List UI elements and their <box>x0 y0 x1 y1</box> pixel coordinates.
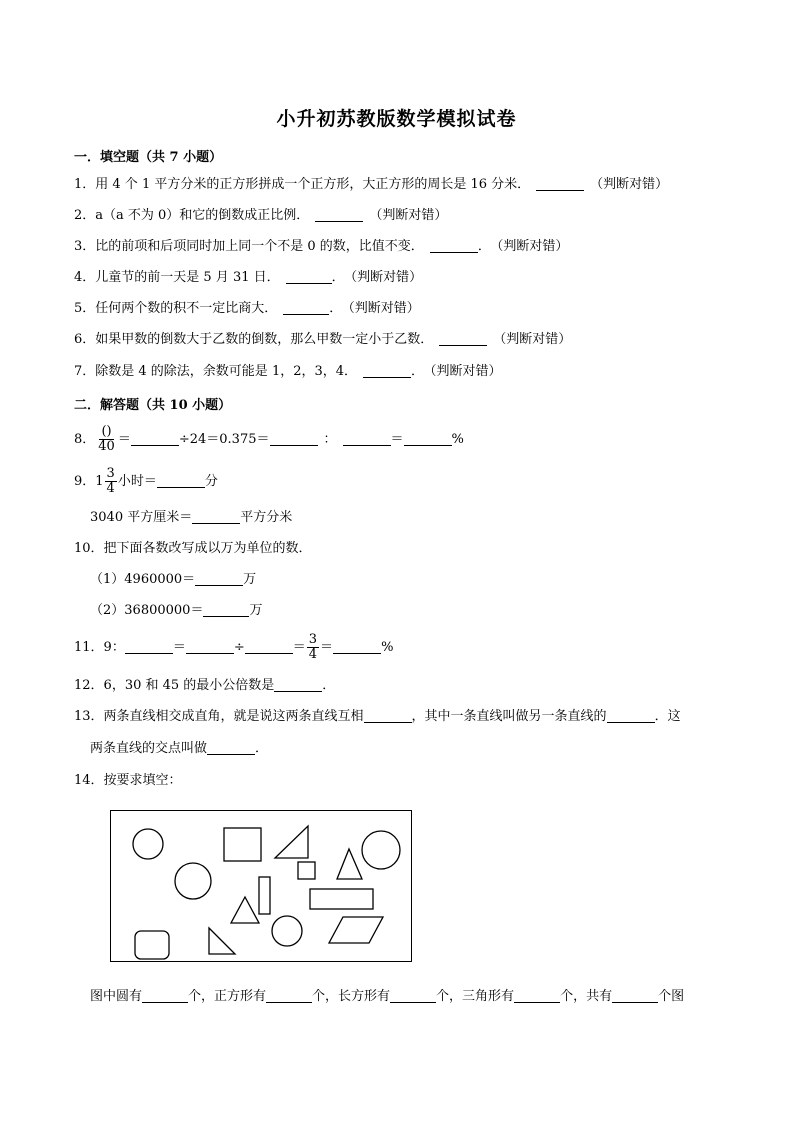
answer-blank[interactable] <box>142 988 188 1003</box>
question-3: 3．比的前项和后项同时加上同一个不是 0 的数，比值不变． ． （判断对错） <box>74 239 569 254</box>
answer-blank[interactable] <box>266 988 312 1003</box>
question-text: 6．如果甲数的倒数大于乙数的倒数，那么甲数一定小于乙数． <box>74 332 434 347</box>
question-11: 11．9： ＝ ÷ ＝ $\frac{3}{4}$ ＝ % <box>74 632 394 662</box>
hint-text: （判断对错） <box>493 332 572 347</box>
answer-blank[interactable] <box>186 639 234 654</box>
question-14b: 图中圆有 个，正方形有 个，长方形有 个，三角形有 个，共有 个图 <box>90 989 685 1004</box>
fraction: $\frac{3}{4}$ <box>308 632 318 662</box>
question-12: 12．6，30 和 45 的最小公倍数是 ． <box>74 678 336 693</box>
hint-text: （判断对错） <box>496 239 569 254</box>
question-4: 4．儿童节的前一天是 5 月 31 日． ． （判断对错） <box>74 270 423 285</box>
answer-blank[interactable] <box>157 473 205 488</box>
section-heading-fill-blank: 一．填空题（共 7 小题） <box>74 150 223 165</box>
fraction: $\frac{3}{4}$ <box>106 466 115 496</box>
triangle-shape <box>209 928 235 954</box>
answer-blank[interactable] <box>612 988 658 1003</box>
answer-blank[interactable] <box>195 571 243 586</box>
question-text: 3．比的前项和后项同时加上同一个不是 0 的数，比值不变． <box>74 239 424 254</box>
answer-blank[interactable] <box>343 431 391 446</box>
circle-shape <box>175 863 211 899</box>
shapes-drawing <box>111 811 411 961</box>
question-10a: （1）4960000＝ 万 <box>90 572 257 587</box>
answer-blank[interactable] <box>286 269 332 284</box>
answer-blank[interactable] <box>363 363 411 378</box>
question-9b: 3040 平方厘米＝ 平方分米 <box>90 510 293 525</box>
answer-blank[interactable] <box>333 639 381 654</box>
parallelogram-shape <box>329 917 383 943</box>
answer-blank[interactable] <box>315 207 363 222</box>
question-7: 7．除数是 4 的除法，余数可能是 1，2，3，4． ． （判断对错） <box>74 364 502 379</box>
question-text: 7．除数是 4 的除法，余数可能是 1，2，3，4． <box>74 364 358 379</box>
rectangle-shape <box>310 889 373 909</box>
question-13b: 两条直线的交点叫做 ． <box>90 741 269 756</box>
triangle-shape <box>337 849 362 879</box>
circle-shape <box>362 831 400 869</box>
triangle-shape <box>231 897 259 923</box>
rectangle-shape <box>259 877 270 914</box>
fraction: $\frac{()}{40}$ <box>98 424 115 454</box>
answer-blank[interactable] <box>131 431 179 446</box>
question-10b: （2）36800000＝ 万 <box>90 603 263 618</box>
answer-blank[interactable] <box>125 639 173 654</box>
question-13: 13．两条直线相交成直角，就是说这两条直线互相 ，其中一条直线叫做另一条直线的 ．这 <box>74 709 681 724</box>
question-8: 8． $\frac{()}{40}$ ＝ ÷24＝0.375＝ ： ＝ % <box>74 424 464 454</box>
question-6 <box>74 330 571 350</box>
answer-blank[interactable] <box>404 431 452 446</box>
question-2 <box>74 206 447 226</box>
circle-shape <box>133 829 163 859</box>
answer-blank[interactable] <box>274 677 322 692</box>
hint-text: （判断对错） <box>350 270 423 285</box>
answer-blank[interactable] <box>207 740 255 755</box>
hint-text: （判断对错） <box>348 301 420 316</box>
question-5: 5．任何两个数的积不一定比商大． ． （判断对错） <box>74 301 420 316</box>
question-10: 10．把下面各数改写成以万为单位的数． <box>74 541 312 556</box>
answer-blank[interactable] <box>536 176 584 191</box>
answer-blank[interactable] <box>192 509 240 524</box>
question-text: 4．儿童节的前一天是 5 月 31 日． <box>74 270 280 285</box>
triangle-shape <box>275 826 308 858</box>
answer-blank[interactable] <box>390 988 436 1003</box>
question-text: 2．a（a 不为 0）和它的倒数成正比例． <box>74 208 310 223</box>
hint-text: （判断对错） <box>369 208 448 223</box>
circle-shape <box>272 916 302 946</box>
answer-blank[interactable] <box>364 708 412 723</box>
section-heading-answer: 二．解答题（共 10 小题） <box>74 398 232 413</box>
question-1 <box>74 175 668 195</box>
answer-blank[interactable] <box>283 300 329 315</box>
hint-text: （判断对错） <box>430 364 502 379</box>
answer-blank[interactable] <box>270 431 318 446</box>
answer-blank[interactable] <box>607 708 655 723</box>
answer-blank[interactable] <box>430 238 478 253</box>
answer-blank[interactable] <box>514 988 560 1003</box>
rounded-square-shape <box>135 931 169 959</box>
question-text: 5．任何两个数的积不一定比商大． <box>74 301 278 316</box>
answer-blank[interactable] <box>203 602 249 617</box>
question-14: 14．按要求填空： <box>74 773 182 788</box>
question-9: 9．1 $\frac{3}{4}$ 小时＝ 分 <box>74 466 218 496</box>
answer-blank[interactable] <box>439 331 487 346</box>
square-shape <box>298 862 315 879</box>
question-text: 1．用 4 个 1 平方分米的正方形拼成一个正方形，大正方形的周长是 16 分米． <box>74 177 531 192</box>
answer-blank[interactable] <box>245 639 293 654</box>
shapes-figure <box>110 810 412 962</box>
hint-text: （判断对错） <box>590 177 669 192</box>
page-title: 小升初苏教版数学模拟试卷 <box>276 108 517 130</box>
square-shape <box>224 828 261 861</box>
